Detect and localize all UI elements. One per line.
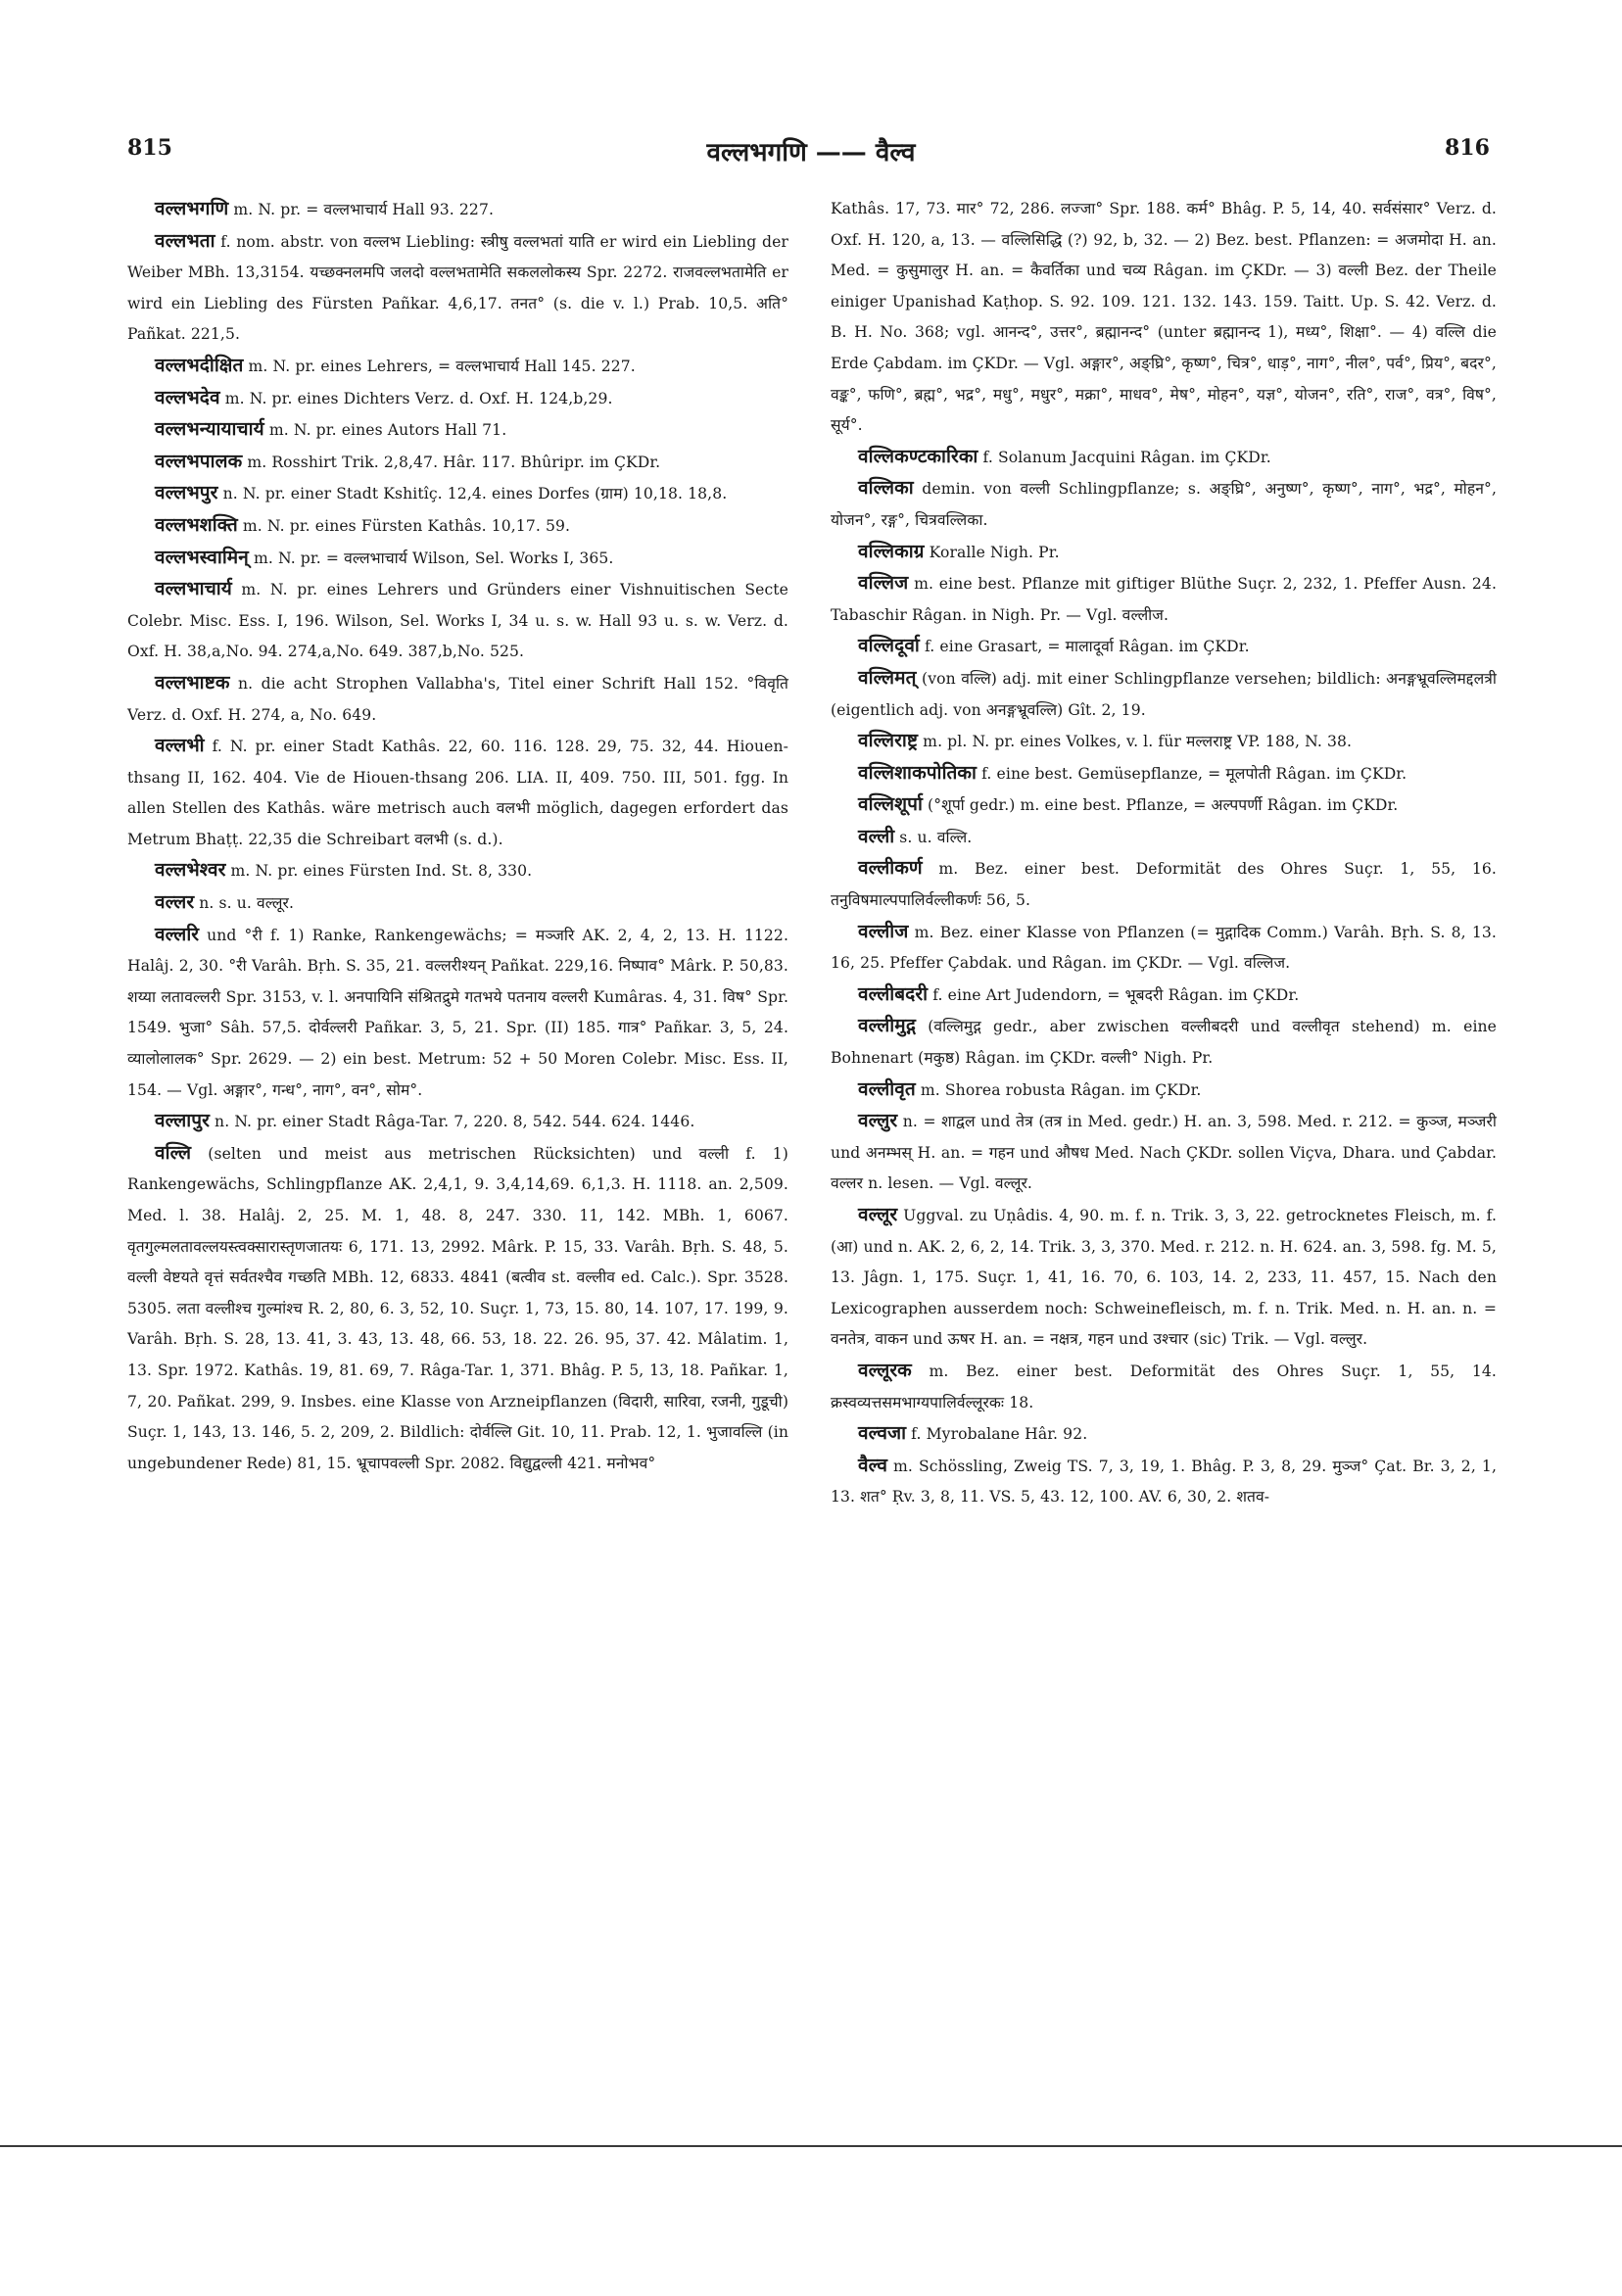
dictionary-entry (831, 1106, 1497, 1200)
entry-text: m. Rosshirt Trik. 2,8,47. Hâr. 117. Bhûripr. im ÇKDr. (242, 453, 661, 471)
entry-headword: वल्ली (858, 825, 895, 847)
entry-headword: वल्लिशाकपोतिका (858, 761, 978, 784)
entry-text: (वल्लिमुद्ग gedr., aber zwischen वल्लीबदरी und वल्लीवृत stehend) m. eine Bohnenart (मकुष्ठ) Râgan. im ÇKDr. वल्ली° Nigh. Pr. (831, 1018, 1497, 1068)
entry-text: m. Bez. einer Klasse von Pflanzen (= मुद्गादिक Comm.) Varâh. Bṛh. S. 8, 13. 16, 25. Pfeffer Çabdak. und Râgan. im ÇKDr. — Vgl. वल्लिज. (831, 923, 1497, 973)
entry-text: n. N. pr. einer Stadt Kshitîç. 12,4. eines Dorfes (ग्राम) 10,18. 18,8. (217, 485, 728, 503)
dictionary-entry (831, 758, 1497, 790)
dictionary-entry (127, 194, 788, 226)
entry-headword: वल्लभदेव (155, 386, 220, 408)
dictionary-entry (831, 537, 1497, 569)
entry-headword: वल्लिमत् (858, 666, 917, 689)
entry-headword: वल्वजा (858, 1422, 907, 1445)
entry-headword: वल्लर (155, 891, 195, 914)
dictionary-entry (127, 414, 788, 447)
entry-text: m. N. pr. eines Dichters Verz. d. Oxf. H. 124,b,29. (219, 389, 613, 407)
entry-text: f. eine best. Gemüsepflanze, = मूलपोती Râgan. im ÇKDr. (977, 764, 1407, 783)
entry-headword: वल्लभाष्टक (155, 671, 230, 694)
dictionary-entry (831, 980, 1497, 1012)
dictionary-entry (127, 478, 788, 510)
entry-headword: वल्लरि (155, 923, 200, 945)
entry-text: n. die acht Strophen Vallabha's, Titel einer Schrift Hall 152. °विवृति Verz. d. Oxf. H. 274, a, No. 649. (127, 674, 788, 724)
entry-text: s. u. वल्लि. (894, 828, 973, 846)
dictionary-entry (831, 442, 1497, 474)
entry-text: m. Schössling, Zweig TS. 7, 3, 19, 1. Bhâg. P. 3, 8, 29. मुञ्ज° Çat. Br. 3, 2, 1, 13. शत° Ṛv. 3, 8, 11. VS. 5, 43. 12, 100. AV. 6, 30, 2. शतव- (831, 1457, 1497, 1507)
page-number-left: 815 (127, 135, 172, 161)
entry-headword: वल्लिकाग्र (858, 540, 925, 562)
entry-text: f. nom. abstr. von वल्लभ Liebling: स्त्रीषु वल्लभतां याति er wird ein Liebling der Weiber MBh. 13,3154. यच्छक्नलमपि जलदो वल्लभतामेति सकललोकस्य Spr. 2272. राजवल्लभतामेति er wird ein Liebling des Fürsten Pañkar. 4,6,17. तनत° (s. die v. l.) Prab. 10,5. अति° Pañkat. 221,5. (127, 232, 788, 344)
dictionary-entry (831, 917, 1497, 980)
dictionary-entry (831, 1200, 1497, 1356)
entry-text: (von वल्लि) adj. mit einer Schlingpflanze versehen; bildlich: अनङ्गभ्रूवल्लिमद्दलत्री (eigentlich adj. von अनङ्गभ्रूवल्लि) Gît. 2, 19. (831, 669, 1497, 719)
entry-headword: वल्लिकण्टकारिका (858, 445, 978, 467)
entry-text: Koralle Nigh. Pr. (924, 543, 1060, 561)
entry-text: m. Bez. einer best. Deformität des Ohres Suçr. 1, 55, 14. क्रस्वव्यत्तसमभाग्यपालिर्वल्लूरकः 18. (831, 1362, 1497, 1411)
dictionary-entry (831, 726, 1497, 758)
entry-headword: वल्लभपुर (155, 482, 218, 504)
entry-headword: वल्लिराष्ट्र (858, 730, 919, 752)
entry-text: f. eine Art Judendorn, = भूबदरी Râgan. im ÇKDr. (928, 985, 1300, 1004)
page-header (0, 0, 1622, 196)
entry-text: und °री f. 1) Ranke, Rankengewächs; = मञ्जरि AK. 2, 4, 2, 13. H. 1122. Halâj. 2, 30. °री Varâh. Bṛh. S. 35, 21. वल्लरीश्यन् Pañkat. 229,16. निष्पाव° Mârk. P. 50,83. शय्या लतावल्लरी Spr. 3153, v. l. अनपायिनि संश्रितद्रुमे गतभये पतनाय वल्लरी Kumâras. 4, 31. विष° Spr. 1549. भुजा° Sâh. 57,5. दोर्वल्लरी Pañkar. 3, 5, 21. Spr. (II) 185. गात्र° Pañkar. 3, 5, 24. व्यालोलालक° Spr. 2629. — 2) ein best. Metrum: 52 + 50 Moren Colebr. Misc. Ess. II, 154. — Vgl. अङ्गार°, गन्ध°, नाग°, वन°, सोम°. (127, 926, 788, 1099)
page-number-right: 816 (1445, 135, 1490, 161)
entry-headword: वल्लिदूर्वा (858, 635, 920, 657)
dictionary-entry (127, 855, 788, 887)
entry-headword: वल्लापुर (155, 1110, 210, 1132)
dictionary-entry (831, 631, 1497, 663)
entry-headword: वल्लीज (858, 920, 909, 942)
entry-headword: वल्लभेश्वर (155, 859, 226, 882)
dictionary-entry (831, 1075, 1497, 1107)
entry-text: m. N. pr. eines Lehrers und Gründers einer Vishnuitischen Secte Colebr. Misc. Ess. I, 196. Wilson, Sel. Works I, 34 u. s. w. Hall 93 u. s. w. Verz. d. Oxf. H. 38,a,No. 94. 274,a,No. 649. 387,b,No. 525. (127, 581, 788, 661)
dictionary-entry (831, 473, 1497, 536)
dictionary-entry (127, 226, 788, 351)
entry-headword: वल्लिका (858, 477, 914, 500)
entry-headword: वल्लभदीक्षित (155, 354, 244, 376)
left-column (127, 194, 788, 1479)
dictionary-entry (831, 1011, 1497, 1074)
entry-text: m. N. pr. = वल्लभाचार्य Wilson, Sel. Works I, 365. (248, 549, 614, 567)
entry-headword: वैल्व (858, 1454, 887, 1476)
dictionary-entry (127, 731, 788, 855)
dictionary-entry (831, 789, 1497, 822)
dictionary-entry (127, 574, 788, 668)
entry-headword: वल्लभशक्ति (155, 513, 238, 536)
entry-text: n. N. pr. einer Stadt Râga-Tar. 7, 220. 8, 542. 544. 624. 1446. (210, 1113, 695, 1131)
dictionary-entry (127, 1138, 788, 1480)
entry-headword: वल्लिज (858, 572, 909, 595)
dictionary-entry (831, 194, 1497, 442)
entry-text: m. eine best. Pflanze mit giftiger Blüthe Suçr. 2, 232, 1. Pfeffer Ausn. 24. Tabaschir Râgan. in Nigh. Pr. — Vgl. वल्लीज. (831, 575, 1497, 624)
dictionary-entry (127, 510, 788, 543)
entry-text: m. N. pr. eines Autors Hall 71. (263, 421, 507, 440)
dictionary-entry (127, 543, 788, 575)
entry-headword: वल्लभाचार्य (155, 578, 232, 600)
entry-headword: वल्लीबदरी (858, 982, 929, 1005)
entry-text: m. N. pr. eines Fürsten Kathâs. 10,17. 59. (237, 516, 571, 535)
entry-text: m. N. pr. = वल्लभाचार्य Hall 93. 227. (228, 201, 495, 218)
dictionary-entry (127, 447, 788, 479)
dictionary-entry (831, 822, 1497, 854)
dictionary-entry (127, 383, 788, 415)
dictionary-entry (127, 920, 788, 1107)
footer-rule (0, 2145, 1622, 2147)
entry-text: (°शूर्पा gedr.) m. eine best. Pflanze, = अल्पपर्णी Râgan. im ÇKDr. (922, 796, 1399, 815)
entry-headword: वल्लीकर्ण (858, 857, 923, 880)
entry-text: m. Bez. einer best. Deformität des Ohres Suçr. 1, 55, 16. तनुविषमाल्पपालिर्वल्लीकर्णः 56, 5. (831, 860, 1497, 910)
entry-text: n. s. u. वल्लूर. (194, 894, 295, 913)
entry-headword: वल्लुर (858, 1110, 898, 1132)
dictionary-entry (127, 351, 788, 383)
entry-text: m. pl. N. pr. eines Volkes, v. l. für मल्लराष्ट्र VP. 188, N. 38. (918, 733, 1353, 751)
dictionary-entry (831, 853, 1497, 916)
entry-headword: वल्लूर (858, 1204, 898, 1225)
dictionary-entry (831, 1451, 1497, 1513)
entry-text: n. = शाद्वल und तेत्र (तत्र in Med. gedr.) H. an. 3, 598. Med. r. 212. = कुञ्ज, मञ्जरी und अनम्भस् H. an. = गहन und औषध Med. Nach ÇKDr. sollen Viçva, Dhara. und Çabdar. वल्लर n. lesen. — Vgl. वल्लूर. (831, 1113, 1497, 1193)
entry-headword: वल्लभस्वामिन् (155, 546, 249, 568)
dictionary-entry (831, 1356, 1497, 1418)
entry-headword: वल्लीमुद्ग (858, 1015, 916, 1037)
entry-text: f. N. pr. einer Stadt Kathâs. 22, 60. 116. 128. 29, 75. 32, 44. Hiouen-thsang II, 162. 404. Vie de Hiouen-thsang 206. LIA. II, 409. 750. III, 501. fgg. In allen Stellen des Kathâs. wäre metrisch auch वलभी möglich, dagegen erfordert das Metrum Bhaṭṭ. 22,35 die Schreibart वलभी (s. d.). (127, 738, 788, 848)
entry-headword: वल्लिशूर्पा (858, 793, 923, 816)
entry-text: m. Shorea robusta Râgan. im ÇKDr. (915, 1080, 1202, 1099)
entry-headword: वल्लभगणि (155, 198, 229, 219)
entry-headword: वल्लभी (155, 735, 205, 757)
entry-headword: वल्लभता (155, 229, 215, 252)
entry-headword: वल्लभन्यायाचार्य (155, 418, 264, 441)
dictionary-entry (127, 887, 788, 920)
entry-text: demin. von वल्ली Schlingpflanze; s. अङ्घ्रि°, अनुष्ण°, कृष्ण°, नाग°, भद्र°, मोहन°, योजन°, रङ्ग°, चित्रवल्लिका. (831, 480, 1497, 529)
dictionary-entry (831, 1418, 1497, 1451)
entry-text: f. Solanum Jacquini Râgan. im ÇKDr. (978, 448, 1271, 466)
entry-text: m. N. pr. eines Lehrers, = वल्लभाचार्य Hall 145. 227. (243, 357, 636, 375)
dictionary-entry (831, 568, 1497, 631)
entry-headword: वल्लभपालक (155, 450, 243, 472)
entry-text: Kathâs. 17, 73. मार° 72, 286. लज्जा° Spr. 188. कर्म° Bhâg. P. 5, 14, 40. सर्वसंसार° Verz. d. Oxf. H. 120, a, 13. — वल्लिसिद्धि (?) 92, b, 32. — 2) Bez. best. Pflanzen: = अजमोदा H. an. Med. = कुसुमालुर H. an. = कैवर्तिका und चव्य Râgan. im ÇKDr. — 3) वल्ली Bez. der Theile einiger Upanishad Kaṭhop. S. 92. 109. 121. 132. 143. 159. Taitt. Up. S. 42. Verz. d. B. H. No. 368; vgl. आनन्द°, उत्तर°, ब्रह्मानन्द° (unter ब्रह्मानन्द 1), मध्य°, शिक्षा°. — 4) वल्लि die Erde Çabdam. im ÇKDr. — Vgl. अङ्गार°, अङ्घ्रि°, कृष्ण°, चित्र°, धाड़°, नाग°, नील°, पर्व°, प्रिय°, बदर°, वङ्क°, फणि°, ब्रह्म°, भद्र°, मधु°, मधुर°, मक्रा°, माधव°, मेष°, मोहन°, यज्ञ°, योजन°, रति°, राज°, वत्र°, विष°, सूर्य°. (831, 200, 1497, 435)
entry-text: m. N. pr. eines Fürsten Ind. St. 8, 330. (225, 862, 533, 881)
right-column (831, 194, 1497, 1513)
entry-text: Uggval. zu Uṇâdis. 4, 90. m. f. n. Trik. 3, 3, 22. getrocknetes Fleisch, m. f. (आ) und n. AK. 2, 6, 2, 14. Trik. 3, 3, 370. Med. r. 212. n. H. 624. an. 3, 598. fg. M. 5, 13. Jâgn. 1, 175. Suçr. 1, 41, 16. 70, 6. 103, 14. 2, 233, 11. 457, 15. Nach den Lexicographen ausserdem noch: Schweinefleisch, m. f. n. Trik. Med. n. H. an. n. = वनतेत्र, वाकन und ऊषर H. an. = नक्षत्र, गहन und उश्चार (sic) Trik. — Vgl. वल्लुर. (831, 1207, 1497, 1349)
dictionary-entry (127, 1106, 788, 1138)
running-head: वल्लभगणि —— वैल्व (706, 138, 916, 167)
dictionary-entry (831, 663, 1497, 726)
entry-headword: वल्लूरक (858, 1359, 912, 1381)
entry-text: f. Myrobalane Hâr. 92. (906, 1425, 1088, 1444)
entry-text: f. eine Grasart, = मालादूर्वा Râgan. im ÇKDr. (919, 638, 1250, 656)
entry-text: (selten und meist aus metrischen Rücksichten) und वल्ली f. 1) Rankengewächs, Schlingpflanze AK. 2,4,1, 9. 3,4,14,69. 6,1,3. H. 1118. an. 2,509. Med. l. 38. Halâj. 2, 25. M. 1, 48. 8, 247. 330. 11, 142. MBh. 1, 6067. वृतगुल्मलतावल्लयस्त्वक्सारास्तृणजातयः 6, 171. 13, 2992. Mârk. P. 15, 33. Varâh. Bṛh. S. 48, 5. वल्ली वेष्टयते वृत्तं सर्वतश्चैव गच्छति MBh. 12, 6833. 4841 (बत्वीव st. वल्लीव ed. Calc.). Spr. 3528. 5305. लता वल्लीश्च गुल्मांश्च R. 2, 80, 6. 3, 52, 10. Suçr. 1, 73, 15. 80, 14. 107, 17. 199, 9. Varâh. Bṛh. S. 28, 13. 41, 3. 43, 13. 48, 66. 53, 18. 22. 26. 95, 37. 42. Mâlatim. 1, 13. Spr. 1972. Kathâs. 19, 81. 69, 7. Râga-Tar. 1, 371. Bhâg. P. 5, 13, 18. Pañkar. 1, 7, 20. Pañkat. 299, 9. Insbes. eine Klasse von Arzneipflanzen (विदारी, सारिवा, रजनी, गुडूची) Suçr. 1, 143, 13. 146, 5. 2, 209, 2. Bildlich: दोर्वल्लि Git. 10, 11. Prab. 12, 1. भुजावल्लि (in ungebundener Rede) 81, 15. भ्रूचापवल्ली Spr. 2082. विद्युद्वल्ली 421. मनोभव° (127, 1144, 788, 1472)
entry-headword: वल्लीवृत (858, 1077, 916, 1100)
dictionary-entry (127, 668, 788, 731)
entry-headword: वल्लि (155, 1141, 192, 1164)
